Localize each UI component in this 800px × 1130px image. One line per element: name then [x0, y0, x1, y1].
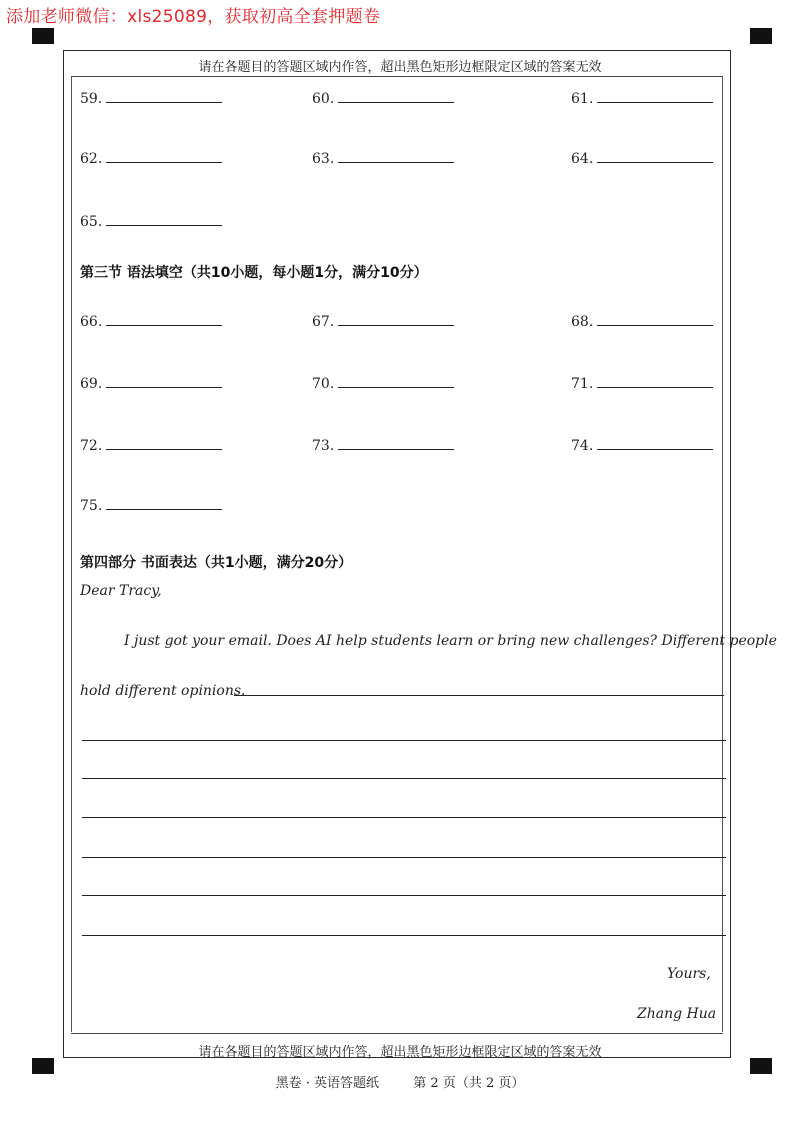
answer-blank-59[interactable]: 59. [80, 91, 222, 107]
answer-blank-63[interactable]: 63. [312, 151, 454, 167]
answer-blank-62[interactable]: 62. [80, 151, 222, 167]
registration-mark-top-left [32, 28, 54, 44]
writing-line-3[interactable] [82, 778, 726, 779]
letter-prompt-line-2: hold different opinions. [80, 683, 246, 699]
page-footer [0, 1072, 800, 1091]
footer-title: 黑卷 · 英语答题纸 [275, 1076, 380, 1091]
letter-salutation: Dear Tracy, [80, 583, 162, 599]
answer-blank-66[interactable]: 66. [80, 314, 222, 330]
answer-blank-73[interactable]: 73. [312, 438, 454, 454]
answer-blank-69[interactable]: 69. [80, 376, 222, 392]
registration-mark-top-right [750, 28, 772, 44]
answer-blank-75[interactable]: 75. [80, 498, 222, 514]
answer-blank-65[interactable]: 65. [80, 214, 222, 230]
bottom-notice-rule [71, 1033, 723, 1034]
section3-heading: 第三节 语法填空（共10小题，每小题1分，满分10分） [80, 265, 428, 281]
answer-blank-60[interactable]: 60. [312, 91, 454, 107]
writing-line-5[interactable] [82, 857, 726, 858]
answer-blank-70[interactable]: 70. [312, 376, 454, 392]
writing-line-2[interactable] [82, 740, 726, 741]
answer-blank-74[interactable]: 74. [571, 438, 713, 454]
top-notice: 请在各题目的答题区域内作答，超出黑色矩形边框限定区域的答案无效 [198, 60, 602, 75]
writing-line-4[interactable] [82, 817, 726, 818]
writing-line-7[interactable] [82, 935, 726, 936]
answer-blank-72[interactable]: 72. [80, 438, 222, 454]
writing-line-6[interactable] [82, 895, 726, 896]
letter-closing: Yours, [667, 966, 711, 982]
answer-blank-64[interactable]: 64. [571, 151, 713, 167]
letter-signature: Zhang Hua [637, 1006, 717, 1022]
part4-heading: 第四部分 书面表达（共1小题，满分20分） [80, 555, 353, 571]
footer-page-number: 第 2 页（共 2 页） [413, 1076, 525, 1091]
answer-blank-68[interactable]: 68. [571, 314, 713, 330]
watermark-text: 添加老师微信：xls25089，获取初高全套押题卷 [6, 7, 381, 27]
letter-prompt-line-1: I just got your email. Does AI help students learn or bring new challenges? Different people [124, 633, 777, 649]
answer-blank-61[interactable]: 61. [571, 91, 713, 107]
writing-line-1[interactable] [234, 695, 724, 696]
answer-blank-67[interactable]: 67. [312, 314, 454, 330]
bottom-notice: 请在各题目的答题区域内作答，超出黑色矩形边框限定区域的答案无效 [198, 1045, 602, 1060]
answer-blank-71[interactable]: 71. [571, 376, 713, 392]
